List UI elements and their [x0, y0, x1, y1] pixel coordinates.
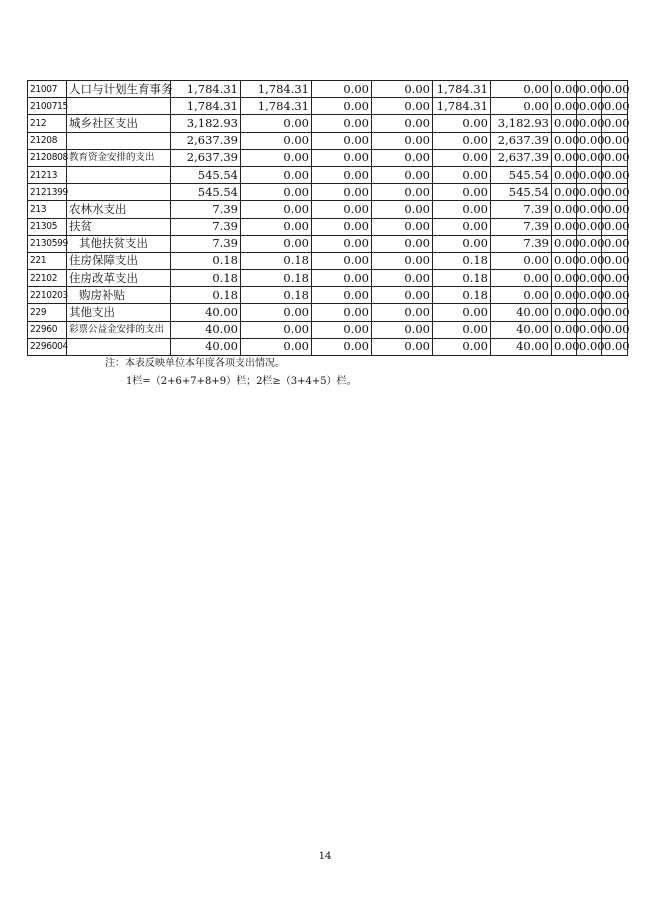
value-cell-col-9: 0.00: [602, 218, 628, 235]
value-cell-col-5: 0.00: [433, 184, 491, 201]
row-code: 221: [28, 252, 67, 269]
row-code: 2100715: [28, 98, 67, 115]
row-code: 21305: [28, 218, 67, 235]
value-cell-col-2: 0.00: [241, 115, 312, 132]
value-cell-col-5: 0.00: [433, 235, 491, 252]
value-cell-col-7: 0.00: [552, 149, 577, 166]
value-cell-col-8: 0.00: [577, 270, 602, 287]
value-cell-col-7: 0.00: [552, 270, 577, 287]
value-cell-col-3: 0.00: [312, 149, 372, 166]
value-cell-col-6: 7.39: [491, 218, 552, 235]
value-cell-col-4: 0.00: [372, 81, 433, 98]
row-code: 21208: [28, 132, 67, 149]
value-cell-col-3: 0.00: [312, 338, 372, 355]
row-name: 其他扶贫支出: [67, 235, 171, 252]
value-cell-col-6: 7.39: [491, 201, 552, 218]
value-cell-col-1: 2,637.39: [171, 132, 241, 149]
value-cell-col-3: 0.00: [312, 115, 372, 132]
value-cell-col-3: 0.00: [312, 218, 372, 235]
value-cell-col-3: 0.00: [312, 270, 372, 287]
row-code: 229: [28, 304, 67, 321]
value-cell-col-8: 0.00: [577, 98, 602, 115]
value-cell-col-6: 40.00: [491, 338, 552, 355]
value-cell-col-9: 0.00: [602, 201, 628, 218]
value-cell-col-3: 0.00: [312, 166, 372, 183]
table-row: [28, 132, 628, 149]
table-row: [28, 218, 628, 235]
value-cell-col-1: 1,784.31: [171, 98, 241, 115]
value-cell-col-9: 0.00: [602, 81, 628, 98]
value-cell-col-6: 0.00: [491, 270, 552, 287]
row-code: 2130599: [28, 235, 67, 252]
value-cell-col-8: 0.00: [577, 149, 602, 166]
row-name: [67, 184, 171, 201]
value-cell-col-8: 0.00: [577, 115, 602, 132]
value-cell-col-4: 0.00: [372, 132, 433, 149]
value-cell-col-3: 0.00: [312, 235, 372, 252]
value-cell-col-7: 0.00: [552, 304, 577, 321]
value-cell-col-6: 40.00: [491, 304, 552, 321]
value-cell-col-1: 3,182.93: [171, 115, 241, 132]
value-cell-col-7: 0.00: [552, 166, 577, 183]
table-row: [28, 184, 628, 201]
value-cell-col-3: 0.00: [312, 287, 372, 304]
table-row: [28, 321, 628, 338]
value-cell-col-4: 0.00: [372, 304, 433, 321]
value-cell-col-2: 0.18: [241, 252, 312, 269]
value-cell-col-2: 0.00: [241, 201, 312, 218]
page-number: 14: [318, 851, 332, 862]
table-row: [28, 149, 628, 166]
value-cell-col-8: 0.00: [577, 132, 602, 149]
value-cell-col-4: 0.00: [372, 166, 433, 183]
value-cell-col-6: 40.00: [491, 321, 552, 338]
value-cell-col-7: 0.00: [552, 321, 577, 338]
value-cell-col-5: 0.00: [433, 201, 491, 218]
row-name: 教育资金安排的支出: [67, 149, 171, 166]
row-name: 城乡社区支出: [67, 115, 171, 132]
row-name: [67, 98, 171, 115]
value-cell-col-7: 0.00: [552, 184, 577, 201]
value-cell-col-6: 0.00: [491, 98, 552, 115]
value-cell-col-8: 0.00: [577, 184, 602, 201]
value-cell-col-5: 1,784.31: [433, 81, 491, 98]
row-code: 212: [28, 115, 67, 132]
row-code: 2121399: [28, 184, 67, 201]
value-cell-col-7: 0.00: [552, 338, 577, 355]
table-row: [28, 252, 628, 269]
value-cell-col-6: 2,637.39: [491, 132, 552, 149]
table-body: [28, 81, 628, 356]
value-cell-col-4: 0.00: [372, 98, 433, 115]
table-row: [28, 166, 628, 183]
value-cell-col-9: 0.00: [602, 149, 628, 166]
row-name: 住房保障支出: [67, 252, 171, 269]
value-cell-col-4: 0.00: [372, 115, 433, 132]
value-cell-col-1: 0.18: [171, 252, 241, 269]
value-cell-col-4: 0.00: [372, 321, 433, 338]
row-name: 购房补贴: [67, 287, 171, 304]
value-cell-col-4: 0.00: [372, 252, 433, 269]
value-cell-col-4: 0.00: [372, 270, 433, 287]
row-code: 213: [28, 201, 67, 218]
value-cell-col-9: 0.00: [602, 270, 628, 287]
table-row: [28, 304, 628, 321]
value-cell-col-9: 0.00: [602, 252, 628, 269]
value-cell-col-4: 0.00: [372, 338, 433, 355]
value-cell-col-5: 0.00: [433, 149, 491, 166]
row-name: 住房改革支出: [67, 270, 171, 287]
value-cell-col-2: 1,784.31: [241, 81, 312, 98]
table-row: [28, 287, 628, 304]
value-cell-col-6: 0.00: [491, 81, 552, 98]
value-cell-col-5: 0.00: [433, 166, 491, 183]
value-cell-col-4: 0.00: [372, 149, 433, 166]
value-cell-col-5: 0.18: [433, 287, 491, 304]
value-cell-col-1: 7.39: [171, 235, 241, 252]
value-cell-col-9: 0.00: [602, 338, 628, 355]
value-cell-col-3: 0.00: [312, 81, 372, 98]
value-cell-col-3: 0.00: [312, 184, 372, 201]
value-cell-col-1: 545.54: [171, 184, 241, 201]
value-cell-col-3: 0.00: [312, 201, 372, 218]
value-cell-col-8: 0.00: [577, 81, 602, 98]
value-cell-col-2: 0.18: [241, 287, 312, 304]
value-cell-col-3: 0.00: [312, 98, 372, 115]
table-row: [28, 235, 628, 252]
value-cell-col-5: 1,784.31: [433, 98, 491, 115]
value-cell-col-5: 0.00: [433, 218, 491, 235]
value-cell-col-4: 0.00: [372, 287, 433, 304]
value-cell-col-1: 2,637.39: [171, 149, 241, 166]
table-row: [28, 81, 628, 98]
value-cell-col-1: 40.00: [171, 321, 241, 338]
value-cell-col-2: 0.00: [241, 184, 312, 201]
value-cell-col-4: 0.00: [372, 218, 433, 235]
value-cell-col-7: 0.00: [552, 287, 577, 304]
value-cell-col-6: 2,637.39: [491, 149, 552, 166]
value-cell-col-1: 1,784.31: [171, 81, 241, 98]
row-code: 2210203: [28, 287, 67, 304]
row-name: 人口与计划生育事务: [67, 81, 171, 98]
row-name: 彩票公益金安排的支出: [67, 321, 171, 338]
value-cell-col-3: 0.00: [312, 252, 372, 269]
row-name: [67, 166, 171, 183]
value-cell-col-5: 0.18: [433, 252, 491, 269]
value-cell-col-8: 0.00: [577, 287, 602, 304]
row-name: [67, 338, 171, 355]
value-cell-col-2: 0.00: [241, 338, 312, 355]
table-row: [28, 115, 628, 132]
value-cell-col-2: 0.00: [241, 166, 312, 183]
value-cell-col-2: 0.00: [241, 132, 312, 149]
value-cell-col-8: 0.00: [577, 252, 602, 269]
value-cell-col-8: 0.00: [577, 218, 602, 235]
value-cell-col-8: 0.00: [577, 321, 602, 338]
value-cell-col-8: 0.00: [577, 201, 602, 218]
value-cell-col-9: 0.00: [602, 304, 628, 321]
value-cell-col-9: 0.00: [602, 287, 628, 304]
value-cell-col-9: 0.00: [602, 132, 628, 149]
value-cell-col-9: 0.00: [602, 98, 628, 115]
value-cell-col-8: 0.00: [577, 166, 602, 183]
value-cell-col-5: 0.00: [433, 338, 491, 355]
value-cell-col-9: 0.00: [602, 235, 628, 252]
value-cell-col-3: 0.00: [312, 304, 372, 321]
value-cell-col-4: 0.00: [372, 201, 433, 218]
value-cell-col-5: 0.00: [433, 132, 491, 149]
value-cell-col-5: 0.00: [433, 321, 491, 338]
value-cell-col-6: 3,182.93: [491, 115, 552, 132]
value-cell-col-2: 0.18: [241, 270, 312, 287]
table-row: [28, 201, 628, 218]
row-name: 农林水支出: [67, 201, 171, 218]
value-cell-col-7: 0.00: [552, 201, 577, 218]
value-cell-col-1: 7.39: [171, 218, 241, 235]
value-cell-col-8: 0.00: [577, 235, 602, 252]
value-cell-col-7: 0.00: [552, 98, 577, 115]
value-cell-col-9: 0.00: [602, 184, 628, 201]
value-cell-col-6: 545.54: [491, 166, 552, 183]
row-name: 扶贫: [67, 218, 171, 235]
value-cell-col-3: 0.00: [312, 321, 372, 338]
value-cell-col-7: 0.00: [552, 218, 577, 235]
value-cell-col-6: 0.00: [491, 287, 552, 304]
value-cell-col-7: 0.00: [552, 132, 577, 149]
row-name: 其他支出: [67, 304, 171, 321]
note-line-1: 注：本表反映单位本年度各项支出情况。: [105, 358, 285, 369]
expenditure-table: [27, 80, 628, 356]
value-cell-col-2: 0.00: [241, 149, 312, 166]
value-cell-col-6: 545.54: [491, 184, 552, 201]
row-code: 22960: [28, 321, 67, 338]
value-cell-col-8: 0.00: [577, 304, 602, 321]
value-cell-col-5: 0.18: [433, 270, 491, 287]
row-code: 22102: [28, 270, 67, 287]
table-row: [28, 98, 628, 115]
row-code: 21213: [28, 166, 67, 183]
value-cell-col-9: 0.00: [602, 115, 628, 132]
row-code: 21007: [28, 81, 67, 98]
value-cell-col-1: 40.00: [171, 338, 241, 355]
value-cell-col-1: 545.54: [171, 166, 241, 183]
value-cell-col-8: 0.00: [577, 338, 602, 355]
value-cell-col-2: 1,784.31: [241, 98, 312, 115]
row-name: [67, 132, 171, 149]
row-code: 2120808: [28, 149, 67, 166]
value-cell-col-3: 0.00: [312, 132, 372, 149]
note-line-2: 1栏=（2+6+7+8+9）栏；2栏≥（3+4+5）栏。: [126, 376, 357, 387]
value-cell-col-6: 7.39: [491, 235, 552, 252]
value-cell-col-1: 0.18: [171, 287, 241, 304]
value-cell-col-7: 0.00: [552, 235, 577, 252]
value-cell-col-2: 0.00: [241, 304, 312, 321]
value-cell-col-5: 0.00: [433, 115, 491, 132]
value-cell-col-6: 0.00: [491, 252, 552, 269]
value-cell-col-4: 0.00: [372, 184, 433, 201]
table-row: [28, 338, 628, 355]
value-cell-col-1: 0.18: [171, 270, 241, 287]
value-cell-col-4: 0.00: [372, 235, 433, 252]
value-cell-col-7: 0.00: [552, 115, 577, 132]
value-cell-col-1: 7.39: [171, 201, 241, 218]
value-cell-col-5: 0.00: [433, 304, 491, 321]
value-cell-col-9: 0.00: [602, 166, 628, 183]
value-cell-col-2: 0.00: [241, 235, 312, 252]
value-cell-col-7: 0.00: [552, 81, 577, 98]
row-code: 2296004: [28, 338, 67, 355]
table-row: [28, 270, 628, 287]
value-cell-col-1: 40.00: [171, 304, 241, 321]
value-cell-col-9: 0.00: [602, 321, 628, 338]
value-cell-col-2: 0.00: [241, 218, 312, 235]
value-cell-col-7: 0.00: [552, 252, 577, 269]
value-cell-col-2: 0.00: [241, 321, 312, 338]
